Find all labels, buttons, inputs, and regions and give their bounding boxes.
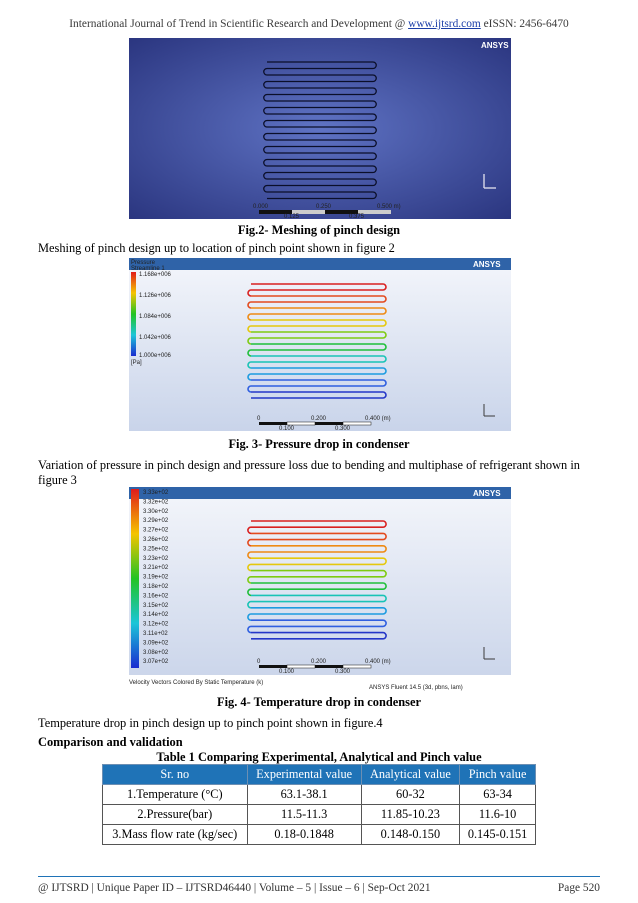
figure-2-caption: Fig.2- Meshing of pinch design	[237, 223, 401, 237]
running-footer	[38, 882, 600, 894]
scale-label: 0.125	[284, 214, 300, 219]
scale-label: 0	[257, 416, 261, 422]
legend-value: 3.12e+02	[143, 621, 169, 628]
footer-rule	[38, 876, 600, 877]
scale-label: 0	[257, 659, 261, 665]
scale-label: 0.400 (m)	[365, 659, 391, 665]
legend-value: 1.042e+006	[139, 335, 171, 341]
legend-value: 3.30e+02	[143, 508, 169, 515]
legend-value: 3.07e+02	[143, 659, 169, 666]
legend-value: 1.126e+006	[139, 293, 171, 299]
legend-value: 3.23e+02	[143, 555, 169, 562]
scale-label: 0.200	[311, 416, 327, 422]
figure-footer-right: ANSYS Fluent 14.5 (3d, pbns, lam)	[369, 685, 463, 691]
legend-value: 3.11e+02	[143, 631, 168, 637]
legend-value: 1.168e+006	[139, 272, 171, 278]
legend-value: 3.15e+02	[143, 602, 169, 609]
figure-4-caption: Fig. 4- Temperature drop in condenser	[217, 695, 421, 709]
scale-label: 0.300	[335, 669, 351, 675]
ansys-logo: ANSYS	[473, 260, 501, 269]
page-number: Page 520	[557, 882, 600, 894]
table-cell: 0.145-0.151	[460, 825, 536, 845]
legend-title: Pressure	[131, 260, 156, 266]
legend-value: 3.08e+02	[143, 649, 169, 656]
table-cell: 1.Temperature (°C)	[103, 785, 248, 805]
scale-label: 0.250	[316, 204, 332, 210]
legend-value: 3.19e+02	[143, 574, 169, 581]
legend-value: 3.32e+02	[143, 499, 169, 506]
figure-3-caption: Fig. 3- Pressure drop in condenser	[228, 437, 410, 451]
legend-subtitle: Streamline 1	[131, 266, 165, 272]
table-cell: 63.1-38.1	[247, 785, 361, 805]
paragraph: Meshing of pinch design up to location of pinch point shown in figure 2	[38, 241, 395, 255]
table-row	[103, 805, 536, 825]
scale-label: 0.300	[335, 426, 351, 431]
comparison-table-wrapper	[102, 764, 536, 845]
section-heading: Comparison and validation	[38, 735, 183, 749]
figure-2-image	[129, 38, 511, 219]
table-cell: 3.Mass flow rate (kg/sec)	[103, 825, 248, 845]
table-header-row	[103, 765, 536, 785]
paragraph: Temperature drop in pinch design up to pinch point shown in figure.4	[38, 716, 383, 730]
ansys-logo: ANSYS	[473, 489, 501, 498]
table-title: Table 1 Comparing Experimental, Analytical and Pinch value	[156, 750, 482, 764]
legend-value: 3.14e+02	[143, 612, 169, 619]
scale-label: 0.375	[349, 214, 365, 219]
legend-value: 1.084e+006	[139, 314, 171, 320]
legend-value: 3.18e+02	[143, 584, 169, 590]
legend-value: 3.27e+02	[143, 527, 169, 534]
issn: eISSN: 2456-6470	[483, 18, 569, 30]
scale-label: 0.100	[279, 426, 295, 431]
legend-value: 3.25e+02	[143, 546, 169, 553]
table-cell: 63-34	[460, 785, 536, 805]
journal-url[interactable]: www.ijtsrd.com	[408, 18, 481, 30]
scale-label: 0.400 (m)	[365, 416, 391, 422]
legend-value: 3.09e+02	[143, 640, 169, 647]
header-cell: Sr. no	[103, 765, 248, 785]
figure-3-image	[129, 258, 511, 431]
table-row	[103, 825, 536, 845]
comparison-table	[102, 764, 536, 845]
legend-unit: [Pa]	[131, 360, 142, 366]
legend-value: 3.29e+02	[143, 518, 169, 525]
header-cell: Pinch value	[460, 765, 536, 785]
scale-label: 0.200	[311, 659, 327, 665]
table-cell: 60-32	[361, 785, 459, 805]
table-cell: 0.18-0.1848	[247, 825, 361, 845]
header-cell: Analytical value	[361, 765, 459, 785]
figure-footer-left: Velocity Vectors Colored By Static Temperature (k)	[129, 680, 264, 686]
table-cell: 11.6-10	[460, 805, 536, 825]
table-cell: 11.5-11.3	[247, 805, 361, 825]
running-header	[0, 18, 638, 30]
scale-label: 0.100	[279, 669, 295, 675]
scale-label: 0.500 m)	[377, 204, 401, 210]
legend-value: 3.21e+02	[143, 565, 169, 572]
figure-4-image	[129, 487, 511, 692]
footer-info: @ IJTSRD | Unique Paper ID – IJTSRD46440 | Volume – 5 | Issue – 6 | Sep-Oct 2021	[38, 882, 431, 894]
table-cell: 11.85-10.23	[361, 805, 459, 825]
table-cell: 2.Pressure(bar)	[103, 805, 248, 825]
table-cell: 0.148-0.150	[361, 825, 459, 845]
legend-value: 1.000e+006	[139, 353, 171, 359]
ansys-logo: ANSYS	[481, 41, 509, 50]
legend-value: 3.16e+02	[143, 593, 169, 600]
journal-name: International Journal of Trend in Scientific Research and Development @	[69, 18, 406, 30]
scale-label: 0.000	[253, 204, 269, 210]
paragraph: Variation of pressure in pinch design and pressure loss due to bending and multiphase of refrigerant shown in figure 3	[38, 458, 580, 487]
legend-value: 3.33e+02	[143, 490, 169, 496]
table-row	[103, 785, 536, 805]
header-cell: Experimental value	[247, 765, 361, 785]
legend-value: 3.26e+02	[143, 537, 169, 543]
